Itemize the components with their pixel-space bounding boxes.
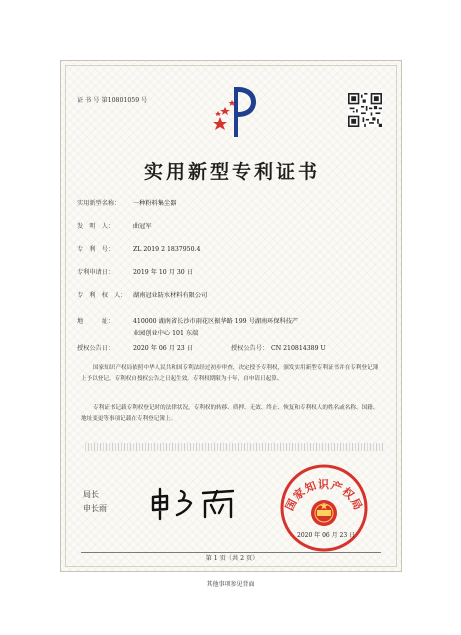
security-pattern-strip: [85, 443, 385, 451]
svg-text:国家知识产权局: 国家知识产权局: [282, 478, 366, 513]
cnipa-logo-icon: [206, 83, 258, 141]
director-signature: [147, 485, 239, 521]
patentee-label: 专 利 权 人：: [77, 292, 127, 299]
grant-date-value: 2020 年 06 月 23 日: [133, 345, 193, 352]
legal-status-paragraph: 专利证书记载专利权登记时的法律状况。专利权的转移、质押、无效、终止、恢复和专利权人的姓名或名称、国籍、地址变更等事项记载在专利登记簿上。: [81, 405, 379, 422]
director-title: 局长: [83, 490, 99, 499]
filing-date-label: 专利申请日：: [77, 269, 115, 276]
inventor-value: 曲冠军: [133, 223, 152, 230]
grant-statement-paragraph: 国家知识产权局依照中华人民共和国专利法经过初步审查，决定授予专利权，颁发实用新型专利证书并在专利登记簿上予以登记。专利权自授权公告之日起生效。专利权期限为十年，自申请日起算。: [81, 365, 379, 382]
grant-number-label: 授权公告号：: [231, 345, 269, 352]
patent-number-value: ZL 2019 2 1837950.4: [133, 246, 201, 253]
utility-model-name-label: 实用新型名称：: [77, 200, 121, 207]
patent-number-label: 专 利 号：: [77, 246, 115, 253]
inventor-label: 发 明 人：: [77, 223, 115, 230]
patent-certificate: [60, 60, 402, 572]
address-label: 地 址：: [77, 318, 115, 325]
director-name: 申长雨: [83, 504, 107, 513]
page-indicator: 第 1 页（共 2 页）: [205, 555, 259, 562]
grant-number-value: CN 210814389 U: [271, 345, 326, 352]
utility-model-name-value: 一种粉料集尘器: [133, 200, 177, 207]
address-line-1: 410000 湖南省长沙市雨花区振华路 199 号湖南环保科技产: [133, 318, 299, 325]
certificate-title: 实用新型专利证书: [143, 161, 320, 183]
footer-divider: [81, 552, 381, 553]
seal-date: 2020 年 06 月 23 日: [297, 532, 356, 539]
qr-code-icon: [348, 93, 382, 127]
certificate-number: 证 书 号 第10801059 号: [77, 97, 148, 104]
address-line-2: 业园创业中心 101 东端: [133, 330, 199, 337]
grant-date-label: 授权公告日：: [77, 345, 115, 352]
footer-note: 其他事项参见背面: [206, 581, 255, 588]
patentee-value: 湖南冠业防水材料有限公司: [133, 292, 208, 299]
filing-date-value: 2019 年 10 月 30 日: [133, 269, 193, 276]
